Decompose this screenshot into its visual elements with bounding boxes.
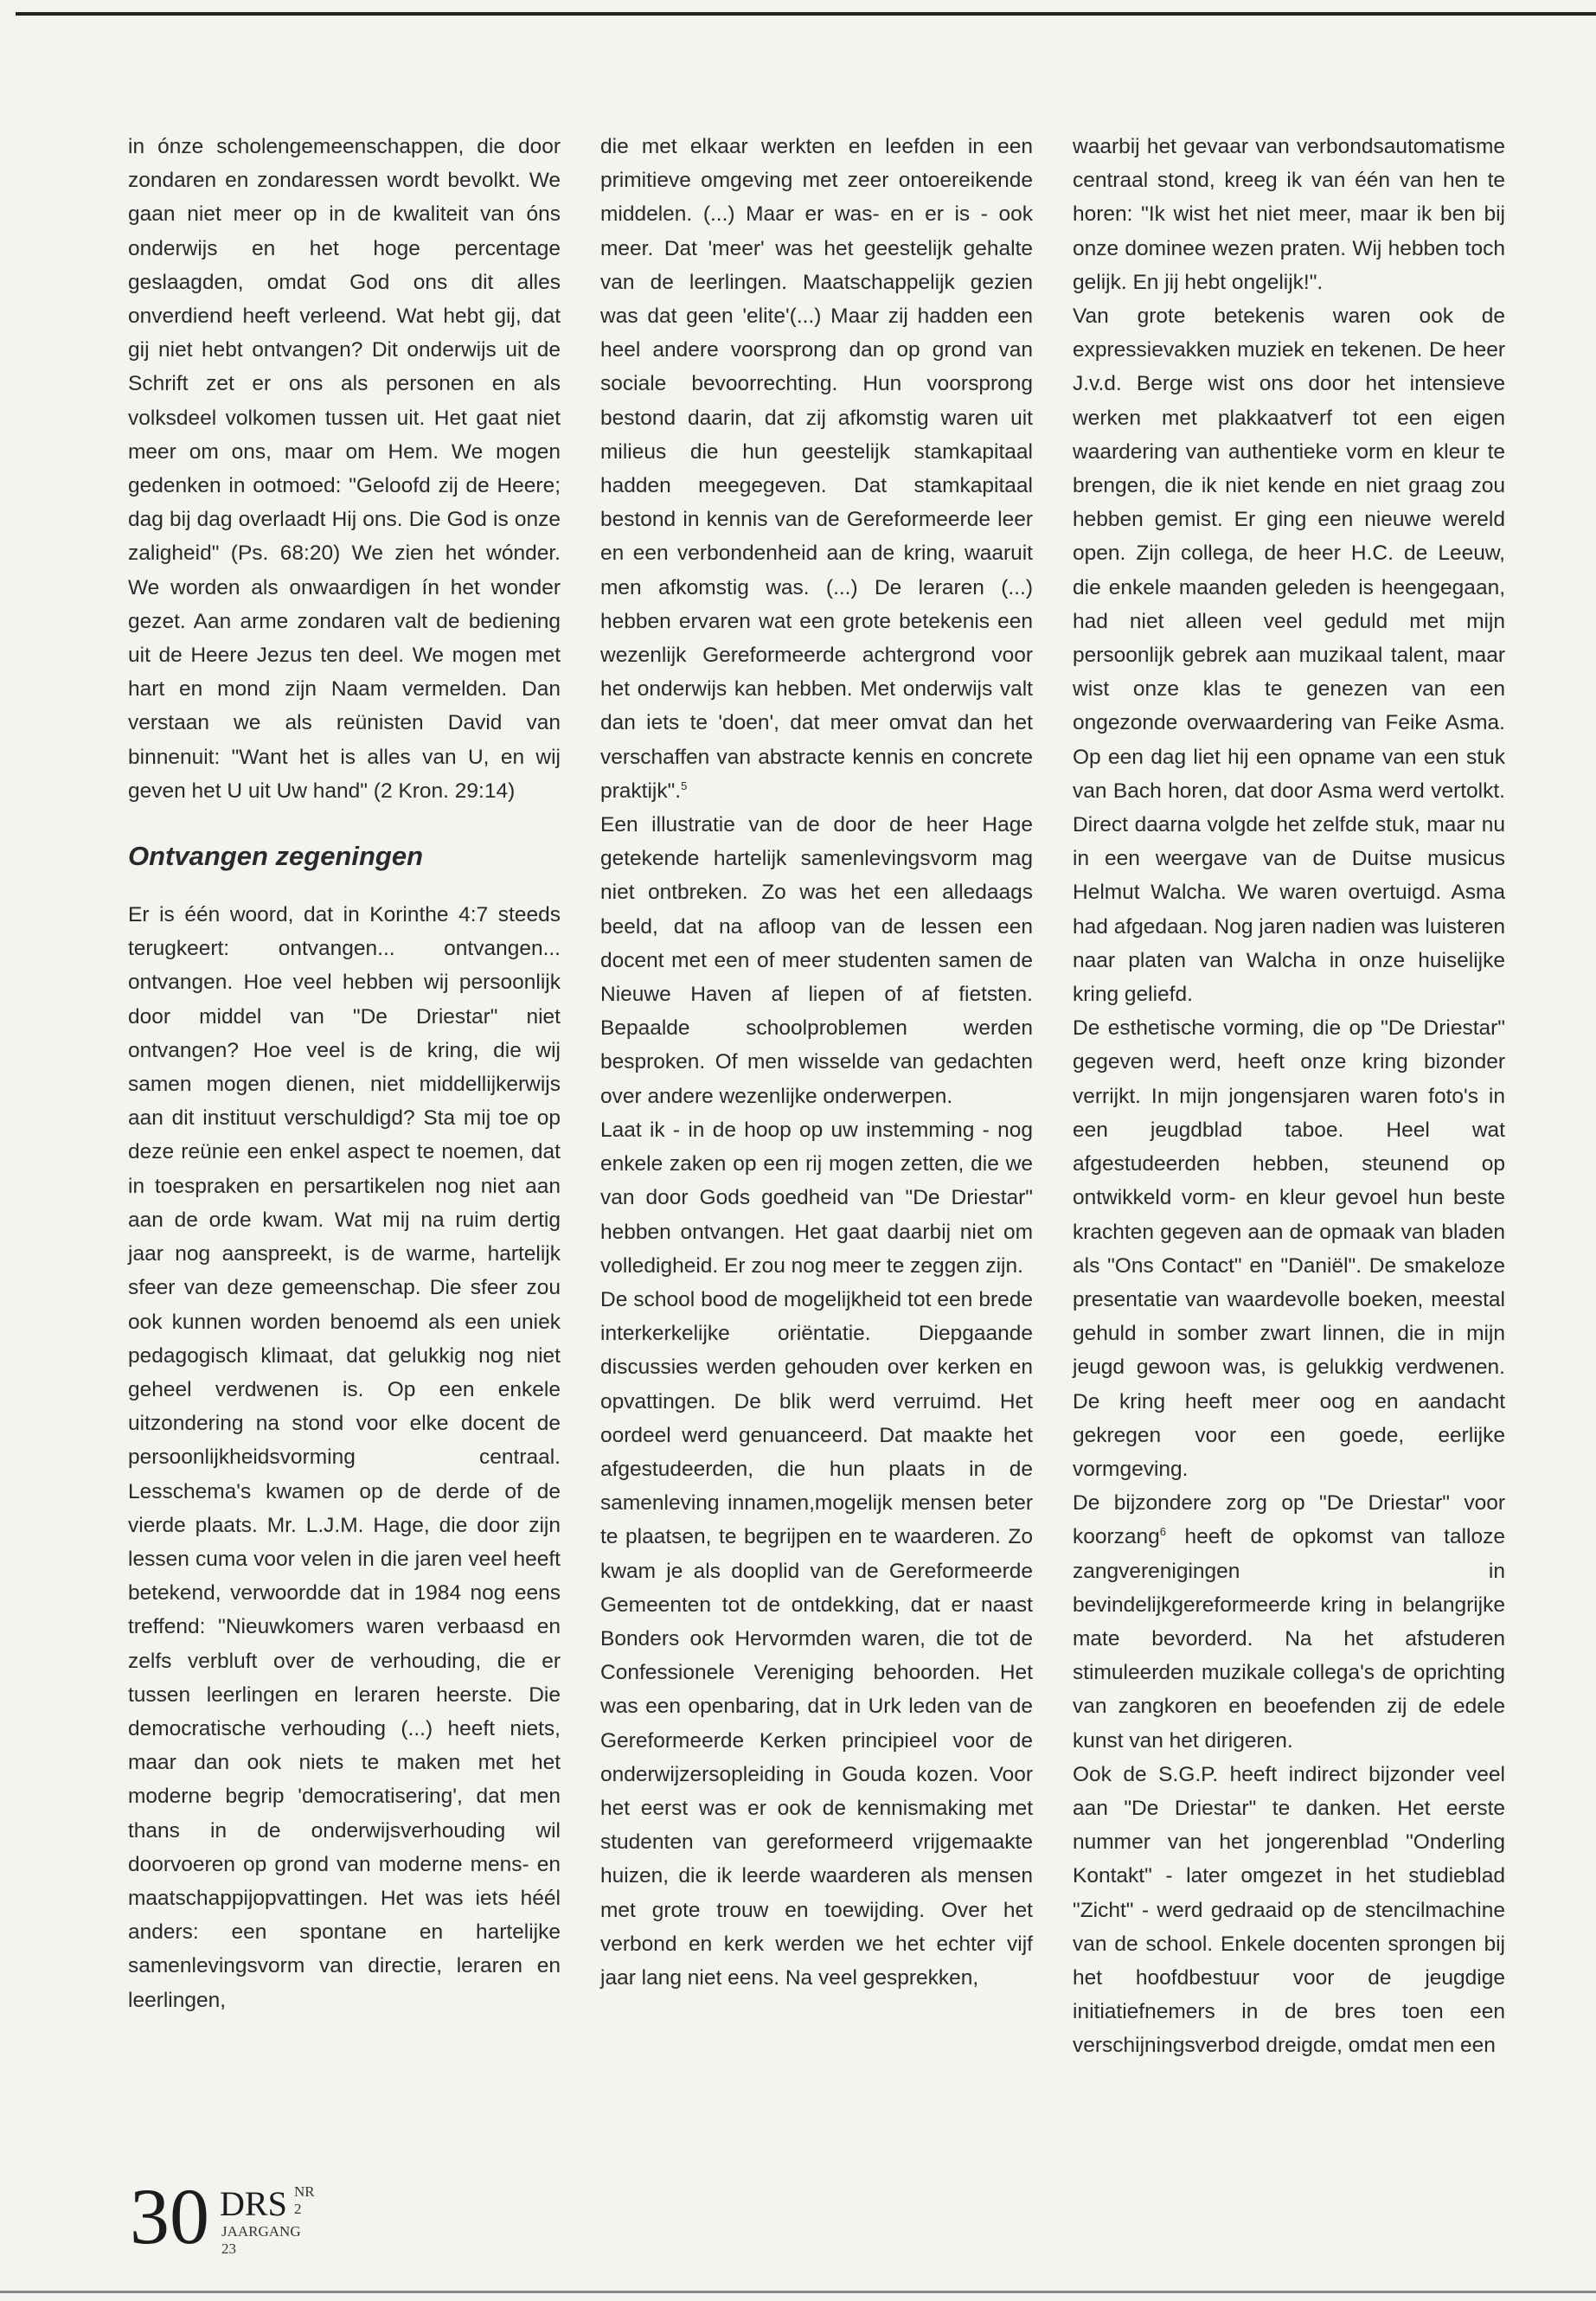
issue-number: NR 2 [294, 2183, 315, 2217]
bottom-border-rule [0, 2291, 1596, 2293]
footnote-marker: 5 [681, 779, 688, 792]
paragraph-text: die met elkaar werkten en leefden in een primitieve omgeving met zeer ontoereikende middelen. (...) Maar er was- en er is - ook meer. Dat 'meer' was het geestelijk gehalte van de leerlingen. Maatschappelijk gezien was dat geen 'elite'(...) Maar zij hadden een heel andere voorsprong dan op grond van sociale bevoorrechting. Hun voorsprong bestond daarin, dat zij afkomstig waren uit milieus die hun geestelijk stamkapitaal hadden meegegeven. Dat stamkapitaal bestond in kennis van de Gereformeerde leer en een verbondenheid aan de kring, waaruit men afkomstig was. (...) De leraren (...) hebben ervaren wat een grote betekenis een wezenlijk Gereformeerde achtergrond voor het onderwijs kan hebben. Met onderwijs valt dan iets te 'doen', dat meer omvat dan het verschaffen van abstracte kennis en concrete praktijk". [600, 135, 1033, 803]
paragraph: in ónze scholengemeenschappen, die door zondaren en zondaressen wordt bevolkt. We gaan niet meer op in de kwaliteit van óns onderwijs en het hoge percentage geslaagden, omdat God ons dit alles onverdiend heeft verleend. Wat hebt gij, dat gij niet hebt ontvangen? Dit onderwijs uit de Schrift zet er ons als personen en als volksdeel volkomen tussen uit. Het gaat niet meer om ons, maar om Hem. We mogen gedenken in ootmoed: "Geloofd zij de Heere; dag bij dag overlaadt Hij ons. Die God is onze zaligheid" (Ps. 68:20) We zien het wónder. We worden als onwaardigen ín het wonder gezet. Aan arme zondaren valt de bediening uit de Heere Jezus ten deel. We mogen met hart en mond zijn Naam vermelden. Dan verstaan we als reünisten David van binnenuit: "Want het is alles van U, en wij geven het U uit Uw hand" (2 Kron. 29:14) [128, 135, 561, 803]
paragraph: Een illustratie van de door de heer Hage getekende hartelijk samenlevingsvorm mag niet ontbreken. Zo was het een alledaags beeld, dat na afloop van de lessen een docent met een of meer studenten samen de Nieuwe Haven af liepen of af fietsten. Bepaalde schoolproblemen werden besproken. Of men wisselde van gedachten over andere wezenlijke onderwerpen. [600, 813, 1033, 1108]
text-column-3 [1073, 130, 1505, 2063]
paragraph: Er is één woord, dat in Korinthe 4:7 steeds terugkeert: ontvangen... ontvangen... ontvangen. Hoe veel hebben wij persoonlijk door middel van "De Driestar" niet ontvangen? Hoe veel is de kring, die wij samen mogen dienen, niet middellijkerwijs aan dit instituut verschuldigd? Sta mij toe op deze reünie een enkel aspect te noemen, dat in toespraken en persartikelen nog niet aan aan de orde kwam. Wat mij na ruim dertig jaar nog aanspreekt, is de warme, hartelijk sfeer van deze gemeenschap. Die sfeer zou ook kunnen worden benoemd als een uniek pedagogisch klimaat, dat gelukkig nog niet geheel verdwenen is. Op een enkele uitzondering na stond voor elke docent de persoonlijkheidsvorming centraal. Lesschema's kwamen op de derde of de vierde plaats. Mr. L.J.M. Hage, die door zijn lessen cuma voor velen in die jaren veel heeft betekend, verwoordde dat in 1984 nog eens treffend: "Nieuwkomers waren verbaasd en zelfs verbluft over de verhouding, die er tussen leerlingen en leraren heerste. Die democratische verhouding (...) heeft niets, maar dan ook niets te maken met het moderne begrip 'democratisering', dat men thans in de onderwijsverhouding wil doorvoeren op grond van moderne mens- en maatschappijopvattingen. Het was iets héél anders: een spontane en hartelijke samenlevingsvorm van directie, leraren en leerlingen, [128, 903, 561, 2012]
footnote-marker: 6 [1159, 1525, 1167, 1539]
text-column-1 [128, 130, 561, 2017]
page-number: 30 [130, 2172, 209, 2260]
volume-label: JAARGANG 23 [221, 2223, 301, 2257]
paragraph: Laat ik - in de hoop op uw instemming - nog enkele zaken op een rij mogen zetten, die we van door Gods goedheid van "De Driestar" hebben ontvangen. Het gaat daarbij niet om volledigheid. Er zou nog meer te zeggen zijn. [600, 1118, 1033, 1278]
paragraph: De esthetische vorming, die op "De Driestar" gegeven werd, heeft onze kring bizonder verrijkt. In mijn jongensjaren waren foto's in een jeugdblad taboe. Heel wat afgestudeerden hebben, steunend op ontwikkeld vorm- en kleur gevoel hun beste krachten gegeven aan de opmaak van bladen als "Ons Contact" en "Daniël". De smakeloze presentatie van waardevolle boeken, meestal gehuld in somber zwart linnen, die in mijn jeugd gewoon was, is gelukkig verdwenen. De kring heeft meer oog en aandacht gekregen voor een goede, eerlijke vormgeving. [1073, 1016, 1505, 1481]
text-column-2 [600, 130, 1033, 1995]
top-border-rule [16, 12, 1596, 16]
paragraph-text-continued: heeft de opkomst van talloze zangverenigingen in bevindelijkgereformeerde kring in belangrijke mate bevorderd. Na het afstuderen stimuleerden muzikale collega's de oprichting van zangkoren en beoefenden zij de edele kunst van het dirigeren. [1073, 1525, 1505, 1753]
paragraph: waarbij het gevaar van verbondsautomatisme centraal stond, kreeg ik van één van hen te horen: "Ik wist het niet meer, maar ik ben bij onze dominee wezen praten. Wij hebben toch gelijk. En jij hebt ongelijk!". [1073, 135, 1505, 294]
paragraph [600, 130, 1033, 808]
paragraph: Van grote betekenis waren ook de expressievakken muziek en tekenen. De heer J.v.d. Berge wist ons door het intensieve werken met plakkaatverf tot een eigen waardering van authentieke vorm en kleur te brengen, die ik niet kende en niet graag zou hebben gemist. Er ging een nieuwe wereld open. Zijn collega, de heer H.C. de Leeuw, die enkele maanden geleden is heengegaan, had niet alleen veel geduld met mijn persoonlijk gebrek aan muzikaal talent, maar wist onze klas te genezen van een ongezonde overwaardering van Feike Asma. Op een dag liet hij een opname van een stuk van Bach horen, dat door Asma werd vertolkt. Direct daarna volgde het zelfde stuk, maar nu in een weergave van de Duitse musicus Helmut Walcha. We waren overtuigd. Asma had afgedaan. Nog jaren nadien was luisteren naar platen van Walcha in onze huiselijke kring geliefd. [1073, 304, 1505, 1007]
paragraph [1073, 1486, 1505, 1758]
paragraph: De school bood de mogelijkheid tot een brede interkerkelijke oriëntatie. Diepgaande discussies werden gehouden over kerken en opvattingen. De blik werd verruimd. Het oordeel werd genuanceerd. Dat maakte het afgestudeerden, die hun plaats in de samenleving innamen,mogelijk mensen beter te plaatsen, te begrijpen en te waarderen. Zo kwam je als dooplid van de Gereformeerde Gemeenten tot de ontdekking, dat er naast Bonders ook Hervormden waren, die tot de Confessionele Vereniging behoorden. Het was een openbaring, dat in Urk leden van de Gereformeerde Kerken principieel voor de onderwijzersopleiding in Gouda kozen. Voor het eerst was er ook de kennismaking met studenten van gereformeerd vrijgemaakte huizen, die ik leerde waarderen als mensen met grote trouw en toewijding. Over het verbond en kerk werden we het echter vijf jaar lang niet eens. Na veel gesprekken, [600, 1287, 1033, 1990]
paragraph: Ook de S.G.P. heeft indirect bijzonder veel aan "De Driestar" te danken. Het eerste nummer van het jongerenblad "Onderling Kontakt" - later omgezet in het studieblad "Zicht" - werd gedraaid op de stencilmachine van de school. Enkele docenten sprongen bij het hoofdbestuur voor de jeugdige initiatiefnemers in de bres toen een verschijningsverbod dreigde, omdat men een [1073, 1762, 1505, 2058]
section-heading: Ontvangen zegeningen [128, 841, 424, 872]
paragraph-text: De bijzondere zorg op "De Driestar" voor koorzang [1073, 1491, 1505, 1549]
magazine-title: DRS [220, 2184, 287, 2223]
